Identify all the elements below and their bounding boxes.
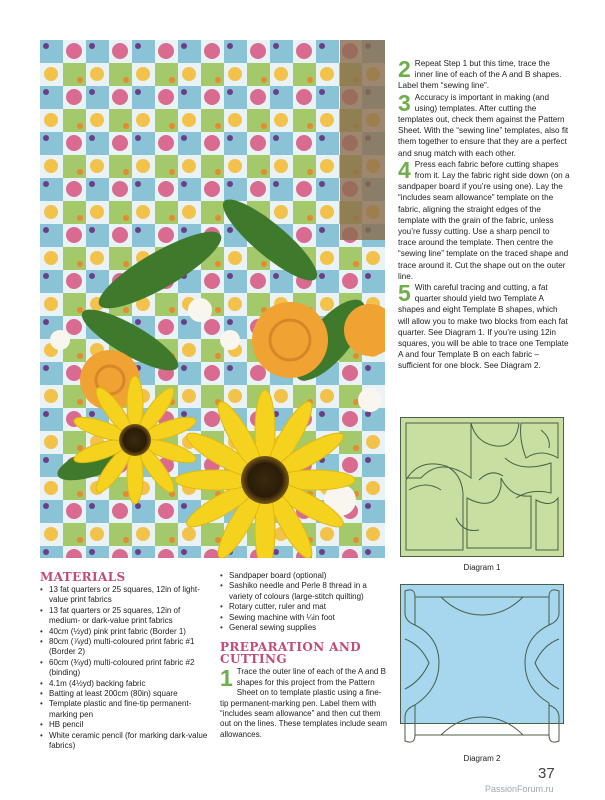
- materials-list: [40, 585, 212, 752]
- step-3: [398, 89, 570, 159]
- step-5: [398, 282, 570, 372]
- prep-heading: [220, 641, 388, 665]
- prep-step-1: [220, 667, 388, 740]
- list-item: • 13 fat quarters or 25 squares, 12in of medium- or dark-value print fabrics: [49, 606, 212, 627]
- step-text: Press each fabric before cutting shapes from it. Lay the fabric right side down (on a sandpaper board if you’re using one). Lay the “includes seam allowance” template on the fabric, aligning the straight edges of the template with the grain of the fabric, unless you’re fussy cutting. Use a sharp pencil to trace around the template. Then centre the “sewing line” template on the traced shape and trace around it. Cut the shape out on the outer line.: [398, 159, 570, 281]
- step-number: 2: [398, 56, 411, 82]
- list-item: • 80cm (⅞yd) multi-coloured print fabric #1 (Border 2): [49, 637, 212, 658]
- materials-prep-column: [220, 571, 388, 740]
- watermark: PassionForum.ru: [485, 784, 554, 794]
- list-item: • White ceramic pencil (for marking dark-value fabrics): [49, 731, 212, 752]
- diagram-2: [400, 584, 564, 724]
- list-item: • 60cm (¾yd) multi-coloured print fabric #2 (binding): [49, 658, 212, 679]
- step-number: 4: [398, 156, 411, 183]
- step-text: Accuracy is important in making (and using) templates. After cutting the templates out, check them against the Pattern Sheet. With the “sewing line” templates, also fit them together to ensure that they are a perfect and snug match with each other.: [398, 92, 569, 158]
- list-item: • Sewing machine with ¼in foot: [229, 613, 388, 623]
- step-text: With careful tracing and cutting, a fat quarter should yield two Template A shapes and eight Template B shapes, which will allow you to make two blocks from each fat quarter. See Diagram 1. If you’re using 12in squares, you will be able to trace one Template A and four Template B on each fabric – sufficient for one block. See Diagram 2.: [398, 283, 569, 371]
- list-item: • 13 fat quarters or 25 squares, 12in of light-value print fabrics: [49, 585, 212, 606]
- list-item: • HB pencil: [49, 720, 212, 730]
- list-item: • Batting at least 200cm (80in) square: [49, 689, 212, 699]
- quilt-flowers-photo: [40, 40, 385, 558]
- step-number: 5: [398, 280, 411, 307]
- step-text: Trace the outer line of each of the A and B shapes for this project from the Pattern Sheet on to template plastic using a fine-tip permanent-marking pen. Label them with “includes seam allowance” and then cut them out on the lines. These templates include seam allowances.: [220, 667, 388, 739]
- materials-heading: MATERIALS: [40, 570, 126, 584]
- list-item: • General sewing supplies: [229, 623, 388, 633]
- diagram-1: [400, 417, 564, 557]
- materials-section: [40, 571, 212, 752]
- list-item: • 4.1m (4½yd) backing fabric: [49, 679, 212, 689]
- diagram-2-caption: Diagram 2: [463, 754, 501, 763]
- prep-heading-line1: PREPARATION AND: [220, 640, 362, 655]
- list-item: • Sandpaper board (optional): [229, 571, 388, 581]
- prep-heading-line2: CUTTING: [220, 652, 288, 667]
- steps-2-5: [398, 58, 570, 372]
- materials-list-continued: [220, 571, 388, 633]
- step-number: 3: [398, 89, 411, 116]
- page-number: 37: [538, 765, 555, 782]
- list-item: • Rotary cutter, ruler and mat: [229, 602, 388, 612]
- list-item: • Template plastic and fine-tip permanent-marking pen: [49, 699, 212, 720]
- diagram-1-caption: Diagram 1: [463, 563, 501, 572]
- step-4: [398, 156, 570, 282]
- step-text: Repeat Step 1 but this time, trace the inner line of each of the A and B shapes. Label them “sewing line”.: [398, 59, 562, 91]
- list-item: • 40cm (½yd) pink print fabric (Border 1): [49, 627, 212, 637]
- step-number: 1: [220, 665, 233, 692]
- step-2: [398, 58, 570, 92]
- list-item: • Sashiko needle and Perle 8 thread in a variety of colours (large-stitch quilting): [229, 581, 388, 602]
